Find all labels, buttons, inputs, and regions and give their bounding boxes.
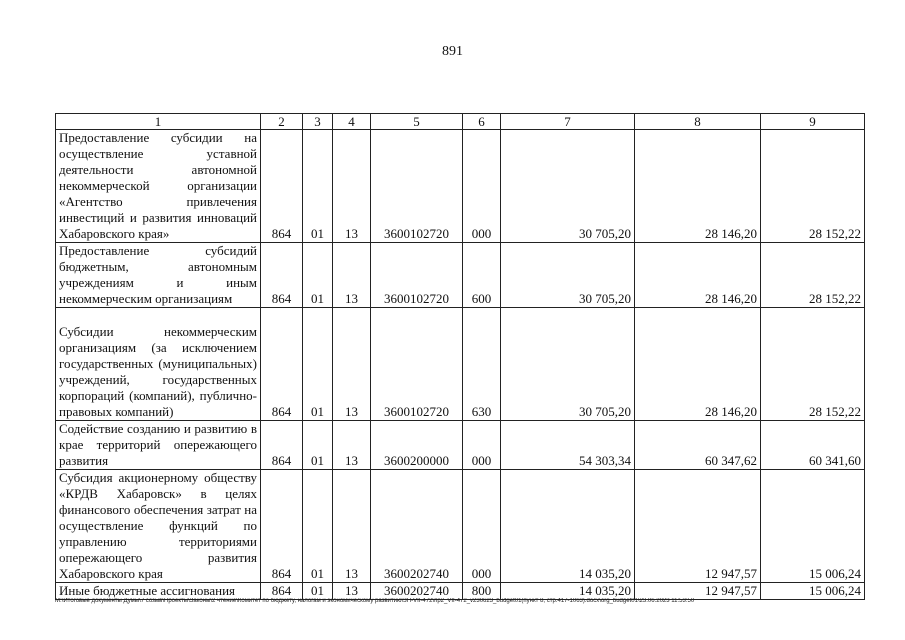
cell-expense-type: 000	[463, 130, 501, 243]
cell-amount-col7: 30 705,20	[501, 243, 635, 308]
cell-subsection: 13	[333, 470, 371, 583]
cell-admin-code: 864	[261, 243, 303, 308]
cell-expense-type: 600	[463, 243, 501, 308]
cell-admin-code: 864	[261, 583, 303, 600]
cell-subsection: 13	[333, 421, 371, 470]
header-col-4: 4	[333, 114, 371, 130]
cell-amount-col8: 12 947,57	[635, 470, 761, 583]
cell-amount-col8: 28 146,20	[635, 308, 761, 421]
cell-amount-col9: 60 341,60	[761, 421, 865, 470]
cell-subsection: 13	[333, 583, 371, 600]
cell-admin-code: 864	[261, 470, 303, 583]
cell-amount-col9: 15 006,24	[761, 583, 865, 600]
table-row	[56, 421, 865, 470]
cell-amount-col8: 28 146,20	[635, 130, 761, 243]
cell-target-article: 3600200000	[371, 421, 463, 470]
cell-section: 01	[303, 583, 333, 600]
table-row	[56, 130, 865, 243]
row-name: Предоставление субсидий бюджетным, автономным учреждениям и иным некоммерческим организациям	[56, 243, 261, 308]
cell-amount-col9: 28 152,22	[761, 308, 865, 421]
table-row	[56, 583, 865, 600]
cell-amount-col8: 12 947,57	[635, 583, 761, 600]
cell-subsection: 13	[333, 130, 371, 243]
cell-admin-code: 864	[261, 308, 303, 421]
cell-subsection: 13	[333, 243, 371, 308]
cell-admin-code: 864	[261, 421, 303, 470]
header-col-2: 2	[261, 114, 303, 130]
cell-target-article: 3600202740	[371, 470, 463, 583]
cell-amount-col9: 28 152,22	[761, 243, 865, 308]
cell-amount-col7: 30 705,20	[501, 308, 635, 421]
header-col-1: 1	[56, 114, 261, 130]
header-col-9: 9	[761, 114, 865, 130]
row-name: Содействие созданию и развитию в крае территорий опережающего развития	[56, 421, 261, 470]
cell-admin-code: 864	[261, 130, 303, 243]
row-name: Иные бюджетные ассигнования	[56, 583, 261, 600]
cell-amount-col7: 54 303,34	[501, 421, 635, 470]
cell-expense-type: 000	[463, 421, 501, 470]
table-row	[56, 243, 865, 308]
cell-expense-type: 000	[463, 470, 501, 583]
cell-amount-col7: 14 035,20	[501, 470, 635, 583]
row-name: Предоставление субсидии на осуществление уставной деятельности автономной некоммерческой организации «Агентство привлечения инвестиций и развития инноваций Хабаровского края»	[56, 130, 261, 243]
cell-expense-type: 800	[463, 583, 501, 600]
header-col-6: 6	[463, 114, 501, 130]
cell-target-article: 3600202740	[371, 583, 463, 600]
cell-target-article: 3600102720	[371, 243, 463, 308]
cell-section: 01	[303, 308, 333, 421]
header-col-5: 5	[371, 114, 463, 130]
cell-amount-col7: 30 705,20	[501, 130, 635, 243]
cell-expense-type: 630	[463, 308, 501, 421]
page-number: 891	[442, 44, 463, 59]
cell-subsection: 13	[333, 308, 371, 421]
table-row	[56, 470, 865, 583]
cell-amount-col9: 15 006,24	[761, 470, 865, 583]
cell-amount-col9: 28 152,22	[761, 130, 865, 243]
table-row	[56, 308, 865, 421]
header-col-8: 8	[635, 114, 761, 130]
budget-table	[55, 113, 865, 600]
cell-amount-col7: 14 035,20	[501, 583, 635, 600]
header-col-7: 7	[501, 114, 635, 130]
cell-section: 01	[303, 421, 333, 470]
cell-section: 01	[303, 243, 333, 308]
cell-amount-col8: 28 146,20	[635, 243, 761, 308]
cell-section: 01	[303, 470, 333, 583]
cell-section: 01	[303, 130, 333, 243]
table-header-row	[56, 114, 865, 130]
footer-file-path: M:\Итоговые документы Думы\7 созыв\Проекты\Законы\2 чтение\Комитет по бюджету, налогам и экономическому развитию\ЗП-VII-472\пр2_VII-472_v230623_budget01(пункт 8, стр.417-1063).docx\org_budget01\23.06.2023 11:53:50	[55, 598, 695, 604]
cell-target-article: 3600102720	[371, 308, 463, 421]
header-col-3: 3	[303, 114, 333, 130]
cell-target-article: 3600102720	[371, 130, 463, 243]
row-name: Субсидия акционерному обществу «КРДВ Хабаровск» в целях финансового обеспечения затрат на осуществление функций по управлению территориями опережающего развития Хабаровского края	[56, 470, 261, 583]
row-name: Субсидии некоммерческим организациям (за исключением государственных (муниципальных) учреждений, государственных корпораций (компаний), публично-правовых компаний)	[56, 308, 261, 421]
cell-amount-col8: 60 347,62	[635, 421, 761, 470]
